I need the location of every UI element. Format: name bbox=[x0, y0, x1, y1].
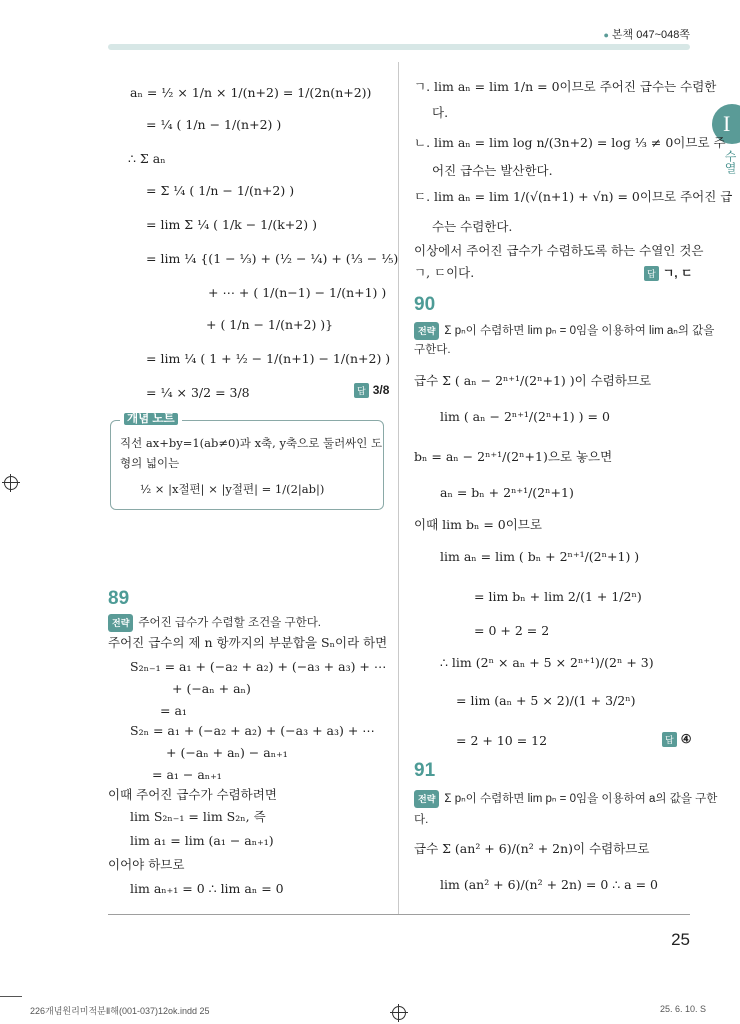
q89-line-8: 이때 주어진 급수가 수렴하려면 bbox=[108, 787, 277, 802]
page-number: 25 bbox=[671, 930, 690, 949]
q91-line-1: 급수 Σ (an² + 6)/(n² + 2n)이 수렴하므로 bbox=[414, 841, 650, 856]
sum-line-2: = Σ ¼ ( 1/n − 1/(n+2) ) bbox=[146, 183, 295, 198]
q89-line-12: lim aₙ₊₁ = 0 ∴ lim aₙ = 0 bbox=[130, 881, 284, 896]
bottom-rule bbox=[108, 914, 690, 915]
column-divider bbox=[398, 62, 399, 914]
q90-line-2: lim ( aₙ − 2ⁿ⁺¹/(2ⁿ+1) ) = 0 bbox=[440, 409, 610, 424]
sum-line-7: = lim ¼ ( 1 + ½ − 1/(n+1) − 1/(n+2) ) bbox=[146, 351, 391, 366]
q90-line-7: = lim bₙ + lim 2/(1 + 1/2ⁿ) bbox=[474, 589, 642, 604]
footer-date: 25. 6. 10. S bbox=[660, 1004, 707, 1014]
q90-line-3: bₙ = aₙ − 2ⁿ⁺¹/(2ⁿ+1)으로 놓으면 bbox=[414, 449, 613, 464]
sum-line-3: = lim Σ ¼ ( 1/k − 1/(k+2) ) bbox=[146, 217, 317, 232]
q88-item-2b: 어진 급수는 발산한다. bbox=[432, 163, 553, 178]
an-formula: aₙ = ½ × 1/n × 1/(n+2) = 1/(2n(n+2)) bbox=[130, 85, 372, 100]
q90-line-4: aₙ = bₙ + 2ⁿ⁺¹/(2ⁿ+1) bbox=[440, 485, 574, 500]
q89-line-9: lim S₂ₙ₋₁ = lim S₂ₙ, 즉 bbox=[130, 809, 266, 824]
book-reference: ● 본책 047~048쪽 bbox=[603, 29, 690, 41]
answer-q88: 답 ㄱ, ㄷ bbox=[644, 264, 693, 281]
answer-q88-left: 답 3/8 bbox=[354, 383, 389, 398]
question-89-strategy: 전략 주어진 급수가 수렴할 조건을 구한다. bbox=[108, 614, 321, 632]
question-91-strategy-2: 다. bbox=[414, 814, 429, 826]
sum-line-4: = lim ¼ {(1 − ⅓) + (½ − ¼) + (⅓ − ⅕) bbox=[146, 251, 399, 266]
q90-line-11: = 2 + 10 = 12 bbox=[456, 733, 548, 748]
q89-line-2: S₂ₙ₋₁ = a₁ + (−a₂ + a₂) + (−a₃ + a₃) + ⋯ bbox=[130, 659, 387, 674]
q89-line-6: + (−aₙ + aₙ) − aₙ₊₁ bbox=[166, 745, 288, 760]
concept-note-text-2: 형의 넓이는 bbox=[120, 456, 180, 470]
q89-line-10: lim a₁ = lim (a₁ − aₙ₊₁) bbox=[130, 833, 274, 848]
question-91-strategy: 전략 Σ pₙ이 수렴하면 lim pₙ = 0임을 이용하여 a의 값을 구한 bbox=[414, 790, 717, 808]
answer-q90: 답 ④ bbox=[662, 732, 691, 747]
registration-mark-left-icon bbox=[4, 476, 18, 490]
q88-conclusion-1: 이상에서 주어진 급수가 수렴하도록 하는 수열인 것은 bbox=[414, 243, 704, 258]
q88-item-3: ㄷ. lim aₙ = lim 1/(√(n+1) + √n) = 0이므로 주어진 급 bbox=[414, 189, 733, 204]
question-90-number: 90 bbox=[414, 294, 436, 315]
q89-line-1: 주어진 급수의 제 n 항까지의 부분합을 Sₙ이라 하면 bbox=[108, 635, 388, 650]
header-bar bbox=[108, 44, 690, 50]
crop-mark bbox=[0, 996, 22, 997]
footer-file: 226개념원리미적분Ⅱ해(001-037)12ok.indd 25 bbox=[30, 1006, 210, 1016]
q88-item-1b: 다. bbox=[432, 105, 449, 120]
q89-line-3: + (−aₙ + aₙ) bbox=[172, 681, 251, 696]
q90-line-10: = lim (aₙ + 5 × 2)/(1 + 3/2ⁿ) bbox=[456, 693, 636, 708]
q89-line-7: = a₁ − aₙ₊₁ bbox=[152, 767, 222, 782]
q89-line-4: = a₁ bbox=[160, 703, 187, 718]
sum-line-5: + ⋯ + ( 1/(n−1) − 1/(n+1) ) bbox=[208, 285, 387, 300]
concept-note-text-3: ½ × |x절편| × |y절편| = 1/(2|ab|) bbox=[140, 482, 325, 496]
q90-line-5: 이때 lim bₙ = 0이므로 bbox=[414, 517, 542, 532]
question-89-number: 89 bbox=[108, 588, 130, 609]
registration-mark-icon bbox=[392, 1006, 406, 1020]
q91-line-2: lim (an² + 6)/(n² + 2n) = 0 ∴ a = 0 bbox=[440, 877, 659, 892]
sum-line-1: ∴ Σ aₙ bbox=[128, 151, 166, 166]
q88-item-3b: 수는 수렴한다. bbox=[432, 219, 513, 234]
question-91-number: 91 bbox=[414, 760, 436, 781]
q89-line-5: S₂ₙ = a₁ + (−a₂ + a₂) + (−a₃ + a₃) + ⋯ bbox=[130, 723, 375, 738]
q90-line-9: ∴ lim (2ⁿ × aₙ + 5 × 2ⁿ⁺¹)/(2ⁿ + 3) bbox=[440, 655, 654, 670]
q89-line-11: 이어야 하므로 bbox=[108, 857, 185, 872]
q90-line-6: lim aₙ = lim ( bₙ + 2ⁿ⁺¹/(2ⁿ+1) ) bbox=[440, 549, 640, 564]
chapter-tab-label: 수열 bbox=[723, 150, 737, 174]
q90-line-1: 급수 Σ ( aₙ − 2ⁿ⁺¹/(2ⁿ+1) )이 수렴하므로 bbox=[414, 373, 652, 388]
q88-item-2: ㄴ. lim aₙ = lim log n/(3n+2) = log ⅓ ≠ 0이므로 주 bbox=[414, 135, 726, 150]
sum-line-6: + ( 1/n − 1/(n+2) )} bbox=[206, 317, 334, 332]
sum-line-8: = ¼ × 3/2 = 3/8 bbox=[146, 385, 250, 400]
q88-item-1: ㄱ. lim aₙ = lim 1/n = 0이므로 주어진 급수는 수렴한 bbox=[414, 79, 717, 94]
q88-conclusion-2: ㄱ, ㄷ이다. bbox=[414, 265, 475, 280]
concept-note-title: 개념 노트 bbox=[120, 410, 182, 426]
question-90-strategy-2: 구한다. bbox=[414, 344, 451, 356]
q90-line-8: = 0 + 2 = 2 bbox=[474, 623, 550, 638]
concept-note-text-1: 직선 ax+by=1(ab≠0)과 x축, y축으로 둘러싸인 도 bbox=[120, 436, 383, 450]
chapter-tab: I bbox=[712, 104, 740, 144]
question-90-strategy: 전략 Σ pₙ이 수렴하면 lim pₙ = 0임을 이용하여 lim aₙ의 값을 bbox=[414, 322, 714, 340]
an-formula-2: = ¼ ( 1/n − 1/(n+2) ) bbox=[146, 117, 282, 132]
